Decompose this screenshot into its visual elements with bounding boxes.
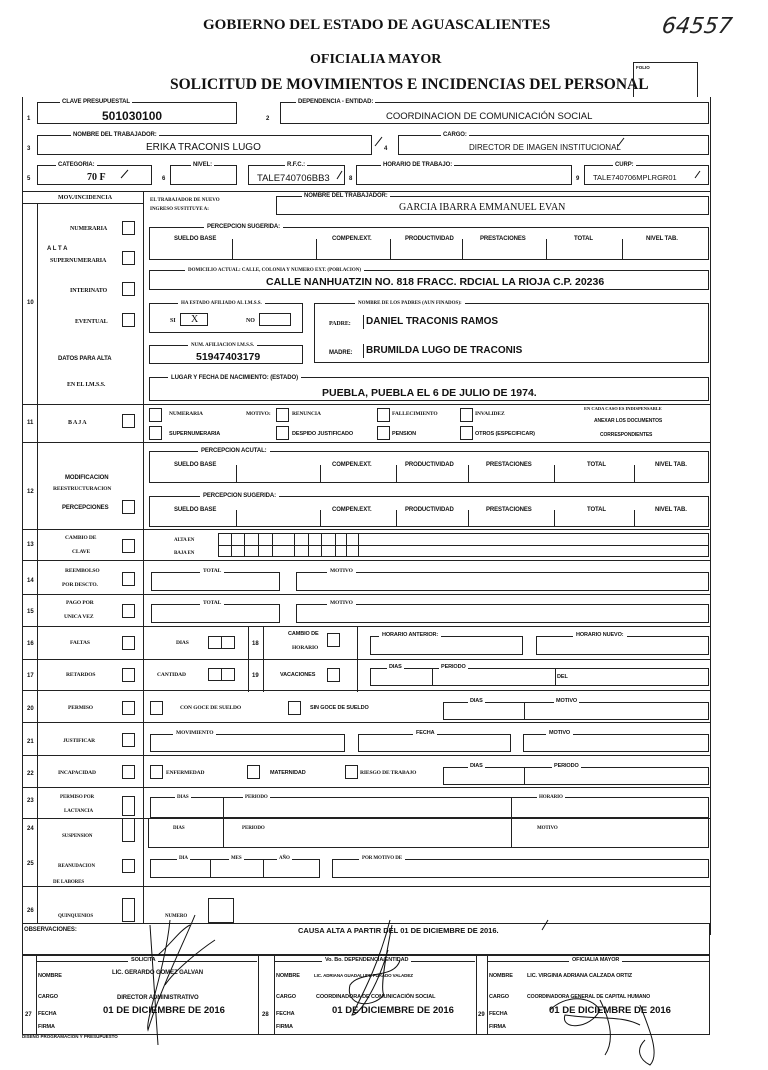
sig-fecha: 01 DE DICIEMBRE DE 2016 — [103, 1005, 225, 1016]
field-label: CURP: — [615, 162, 634, 168]
justificar-label: JUSTIFICAR — [63, 738, 96, 744]
sig-nombre: LIC. GERARDO GOMEZ GALVAN — [112, 970, 203, 976]
option-label: FALLECIMIENTO — [392, 411, 438, 417]
alta-option-label: SUPERNUMERARIA — [50, 258, 107, 264]
row-num: 16 — [27, 641, 34, 647]
field-label: HA ESTADO AFILIADO AL I.M.S.S. — [178, 301, 265, 306]
sig-cargo: COORDINADORA GENERAL DE CAPITAL HUMANO — [527, 994, 651, 1000]
reanudacion-label: REANUDACION — [58, 864, 95, 869]
col-label: NIVEL TAB. — [646, 236, 678, 242]
sig-label: FECHA — [489, 1011, 508, 1017]
option-label: MATERNIDAD — [270, 770, 306, 776]
field-label: NOMBRE DEL TRABAJADOR: — [73, 132, 157, 138]
faltas-label: FALTAS — [70, 640, 90, 646]
sustituye-label: EL TRABAJADOR DE NUEVO — [150, 198, 220, 203]
row-num: 2 — [266, 116, 270, 122]
sig-label: FECHA — [38, 1011, 57, 1017]
reanudacion-label: DE LABORES — [53, 880, 85, 885]
sig-label: FECHA — [276, 1011, 295, 1017]
col-label: PRESTACIONES — [486, 507, 532, 513]
signature-vobo — [349, 920, 400, 1015]
option-label: INVALIDEZ — [475, 411, 505, 417]
field-label: FECHA — [413, 731, 437, 737]
col-label: PRODUCTIVIDAD — [405, 462, 454, 468]
field-value: 51947403179 — [196, 351, 261, 363]
col-label: PRODUCTIVIDAD — [405, 236, 454, 242]
mov-header: MOV./INCIDENCIA — [58, 195, 113, 201]
row-num: 28 — [262, 1012, 269, 1018]
sig-title: Vo. Bo. DEPENDENCIA/ENTIDAD — [322, 958, 411, 964]
field-label: MOVIMIENTO — [173, 731, 216, 737]
padre-value[interactable]: DANIEL TRACONIS RAMOS — [366, 316, 499, 327]
government-title: GOBIERNO DEL ESTADO DE AGUASCALIENTES — [203, 17, 551, 33]
alta-option-label: EVENTUAL — [75, 319, 108, 325]
col-label: TOTAL — [587, 462, 606, 468]
field-label: MOTIVO — [537, 826, 558, 831]
reembolso-label: POR DESCTO. — [62, 582, 98, 588]
row-num: 20 — [27, 706, 34, 712]
field-label: PERIODO — [441, 664, 466, 670]
row-num: 15 — [27, 609, 34, 615]
datos-alta-label: DATOS PARA ALTA — [58, 356, 112, 362]
sig-label: NOMBRE — [276, 973, 300, 979]
row-num: 24 — [27, 826, 34, 832]
col-label: PRODUCTIVIDAD — [405, 507, 454, 513]
signature-solicita — [148, 915, 215, 1045]
sig-title: SOLICITA — [128, 958, 158, 964]
field-value: DIRECTOR DE IMAGEN INSTITUCIONAL — [469, 143, 621, 152]
cambio-horario-label: CAMBIO DE — [288, 631, 319, 637]
field-label: DEPENDENCIA - ENTIDAD: — [298, 99, 374, 105]
datos-alta-label: EN EL I.M.S.S. — [67, 382, 106, 388]
field-label: NOMBRE DE LOS PADRES (AUN FINADOS): — [355, 301, 465, 306]
col-label: SUELDO BASE — [174, 236, 217, 242]
option-label: SUPERNUMERARIA — [169, 431, 221, 437]
field-label: PERIODO — [245, 795, 268, 800]
row-num: 8 — [349, 176, 353, 182]
field-label: POR MOTIVO DE — [359, 856, 405, 861]
row-num: 9 — [576, 176, 580, 182]
field-label: HORARIO DE TRABAJO: — [383, 162, 453, 168]
field-label: MOTIVO — [556, 698, 578, 704]
row-num: 26 — [27, 908, 34, 914]
col-label: PRESTACIONES — [486, 462, 532, 468]
sig-label: CARGO — [489, 994, 509, 1000]
sig-fecha: 01 DE DICIEMBRE DE 2016 — [549, 1005, 671, 1016]
field-label: DIAS — [173, 826, 185, 831]
row-num: 21 — [27, 739, 34, 745]
sig-label: NOMBRE — [38, 973, 62, 979]
row-num: 29 — [478, 1012, 485, 1018]
baja-note: ANEXAR LOS DOCUMENTOS — [594, 418, 663, 424]
sig-label: FIRMA — [38, 1024, 55, 1030]
option-label: NUMERARIA — [169, 411, 203, 417]
row-num: 14 — [27, 578, 34, 584]
field-label: DOMICILIO ACTUAL: CALLE, COLONIA Y NUMERO EXT. (POBLACION) — [185, 268, 364, 273]
col-label: NIVEL TAB. — [655, 507, 687, 513]
alta-option-label: INTERINATO — [70, 288, 108, 294]
baja-note: EN CADA CASO ES INDISPENSABLE — [584, 406, 662, 411]
field-label: CLAVE PRESUPUESTAL — [62, 99, 130, 105]
field-value: 501030100 — [102, 109, 163, 123]
field-label: NOMBRE DEL TRABAJADOR: — [304, 193, 388, 199]
sig-cargo: COORDINADORA DE COMUNICACIÓN SOCIAL — [316, 994, 436, 1000]
field-label: MES — [231, 856, 242, 861]
col-label: COMPEN.EXT. — [332, 236, 372, 242]
field-value: COORDINACION DE COMUNICACIÓN SOCIAL — [386, 111, 593, 122]
section-label: PERCEPCION SUGERIDA: — [200, 493, 279, 499]
baja-note: CORRESPONDIENTES — [600, 432, 653, 438]
retardos-label: RETARDOS — [66, 672, 96, 678]
field-value: ERIKA TRACONIS LUGO — [146, 142, 261, 153]
padre-label: PADRE: — [329, 321, 351, 327]
modificacion-label: REESTRUCTURACION — [53, 486, 112, 492]
col-label: TOTAL — [587, 507, 606, 513]
incapacidad-label: INCAPACIDAD — [58, 770, 96, 776]
section-label: PERCEPCION SUGERIDA: — [204, 224, 283, 230]
sig-nombre: LIC. ADRIANA GUADALUPE FURADO VALADEZ — [314, 973, 413, 978]
sig-nombre: LIC. VIRGINIA ADRIANA CALZADA ORTIZ — [527, 973, 633, 979]
field-label: PERIODO — [554, 763, 579, 769]
modificacion-label: PERCEPCIONES — [62, 505, 109, 511]
vacaciones-label: VACACIONES — [280, 672, 316, 678]
field-label: TOTAL — [200, 601, 224, 607]
numero-label: NUMERO — [165, 914, 188, 919]
row-num: 1 — [27, 116, 31, 122]
field-label: LUGAR Y FECHA DE NACIMIENTO: (ESTADO) — [168, 375, 301, 381]
field-label: DIAS — [470, 698, 483, 704]
row-num: 3 — [27, 146, 31, 152]
sig-label: NOMBRE — [489, 973, 513, 979]
row-num: 12 — [27, 489, 34, 495]
cambio-horario-label: HORARIO — [292, 645, 319, 651]
section-label: PERCEPCION ACUTAL: — [198, 448, 270, 454]
field-label: PERIODO — [242, 826, 265, 831]
option-label: ENFERMEDAD — [166, 770, 205, 776]
field-value: TALE740706MPLRGR01 — [593, 173, 677, 182]
row-num: 13 — [27, 542, 34, 548]
row-num: 10 — [27, 300, 34, 306]
motivo-label: MOTIVO: — [246, 411, 271, 417]
si-mark: X — [191, 314, 199, 325]
field-label: DEL — [557, 674, 568, 680]
field-label: DIAS — [470, 763, 483, 769]
check-marks — [121, 137, 700, 930]
field-label: CARGO: — [443, 132, 467, 138]
row-num: 17 — [27, 673, 34, 679]
col-label: SUELDO BASE — [174, 507, 217, 513]
alta-label: A L T A — [47, 246, 68, 252]
no-label: NO — [246, 318, 255, 324]
cambio-clave-label: CLAVE — [72, 549, 91, 555]
office-title: OFICIALIA MAYOR — [310, 52, 442, 67]
row-num: 4 — [384, 146, 388, 152]
sustituye-label: INGRESO SUSTITUYE A: — [150, 207, 209, 212]
signature-oficialia — [550, 999, 654, 1065]
row-num: 27 — [25, 1012, 32, 1018]
baja-label: B A J A — [68, 420, 87, 426]
permiso-label: PERMISO — [68, 705, 93, 711]
col-label: COMPEN.EXT. — [332, 462, 372, 468]
option-label: RENUNCIA — [292, 411, 321, 417]
field-label: AÑO — [279, 856, 290, 861]
row-num: 6 — [162, 176, 166, 182]
madre-value[interactable]: BRUMILDA LUGO DE TRACONIS — [366, 345, 523, 356]
sig-label: CARGO — [38, 994, 58, 1000]
field-label: TOTAL — [200, 569, 224, 575]
row-num: 11 — [27, 420, 34, 426]
field-label: NUM. AFILIACION I.M.S.S. — [188, 343, 257, 348]
field-label: CATEGORIA: — [58, 162, 95, 168]
option-label: RIESGO DE TRABAJO — [360, 770, 417, 776]
madre-label: MADRE: — [329, 350, 353, 356]
observaciones-label: OBSERVACIONES: — [24, 927, 77, 933]
field-label: MOTIVO — [327, 569, 356, 575]
field-value: GARCIA IBARRA EMMANUEL EVAN — [399, 202, 566, 213]
si-label: SI — [170, 318, 176, 324]
field-value: TALE740706BB3 — [257, 173, 330, 184]
observaciones-value: CAUSA ALTA A PARTIR DEL 01 DE DICIEMBRE DE 2016. — [298, 926, 499, 935]
row-num: 23 — [27, 798, 34, 804]
row-num: 25 — [27, 861, 34, 867]
footer-note: DISEÑO PROGRAMACION Y PRESUPUESTO — [22, 1034, 118, 1039]
col-label: TOTAL — [574, 236, 593, 242]
field-label: R.F.C.: — [287, 162, 305, 168]
baja-en-label: BAJA EN — [174, 551, 195, 556]
alta-en-label: ALTA EN — [174, 538, 195, 543]
sig-title: OFICIALIA MAYOR — [569, 958, 622, 964]
dias-label: DIAS — [176, 640, 189, 646]
modificacion-label: MODIFICACION — [65, 475, 109, 481]
col-label: COMPEN.EXT. — [332, 507, 372, 513]
folio-label: FOLIO — [636, 65, 650, 70]
field-label: HORARIO — [539, 795, 563, 800]
handwritten-number: 64557 — [660, 14, 734, 39]
field-label: NIVEL: — [193, 162, 213, 168]
sig-cargo: DIRECTOR ADMINISTRATIVO — [117, 995, 199, 1001]
suspension-label: SUSPENSION — [62, 834, 93, 839]
sig-label: FIRMA — [276, 1024, 293, 1030]
option-label: CON GOCE DE SUELDO — [180, 705, 242, 711]
row-num: 18 — [252, 641, 259, 647]
col-label: PRESTACIONES — [480, 236, 526, 242]
option-label: OTROS (ESPECIFICAR) — [475, 431, 535, 437]
field-label: HORARIO ANTERIOR: — [379, 633, 441, 639]
field-value: 70 F — [87, 172, 106, 183]
alta-option-label: NUMERARIA — [70, 226, 108, 232]
sig-label: FIRMA — [489, 1024, 506, 1030]
col-label: SUELDO BASE — [174, 462, 217, 468]
field-label: DIA — [179, 856, 188, 861]
lactancia-label: LACTANCIA — [64, 809, 94, 814]
field-label: MOTIVO — [546, 731, 573, 737]
cambio-clave-label: CAMBIO DE — [65, 535, 97, 541]
option-label: DESPIDO JUSTIFICADO — [292, 431, 354, 437]
field-label: HORARIO NUEVO: — [573, 633, 627, 639]
field-label: MOTIVO — [327, 601, 356, 607]
reembolso-label: REEMBOLSO — [65, 568, 100, 574]
field-label: DIAS — [389, 664, 402, 670]
col-label: NIVEL TAB. — [655, 462, 687, 468]
pago-label: UNICA VEZ — [64, 614, 94, 620]
pago-label: PAGO POR — [66, 600, 94, 606]
form-title: SOLICITUD DE MOVIMIENTOS E INCIDENCIAS DEL PERSONAL — [170, 76, 649, 93]
sig-fecha: 01 DE DICIEMBRE DE 2016 — [332, 1005, 454, 1016]
row-num: 22 — [27, 771, 34, 777]
cantidad-label: CANTIDAD — [157, 672, 186, 678]
field-value: PUEBLA, PUEBLA EL 6 DE JULIO DE 1974. — [322, 387, 537, 399]
option-label: SIN GOCE DE SUELDO — [310, 705, 369, 711]
field-label: DIAS — [177, 795, 189, 800]
row-num: 19 — [252, 673, 259, 679]
lactancia-label: PERMISO POR — [60, 795, 95, 800]
field-value: CALLE NANHUATZIN NO. 818 FRACC. RDCIAL LA RIOJA C.P. 20236 — [266, 276, 605, 288]
option-label: PENSION — [392, 431, 417, 437]
sig-label: CARGO — [276, 994, 296, 1000]
quinquenios-label: QUINQUENIOS — [58, 914, 94, 919]
row-num: 5 — [27, 176, 31, 182]
